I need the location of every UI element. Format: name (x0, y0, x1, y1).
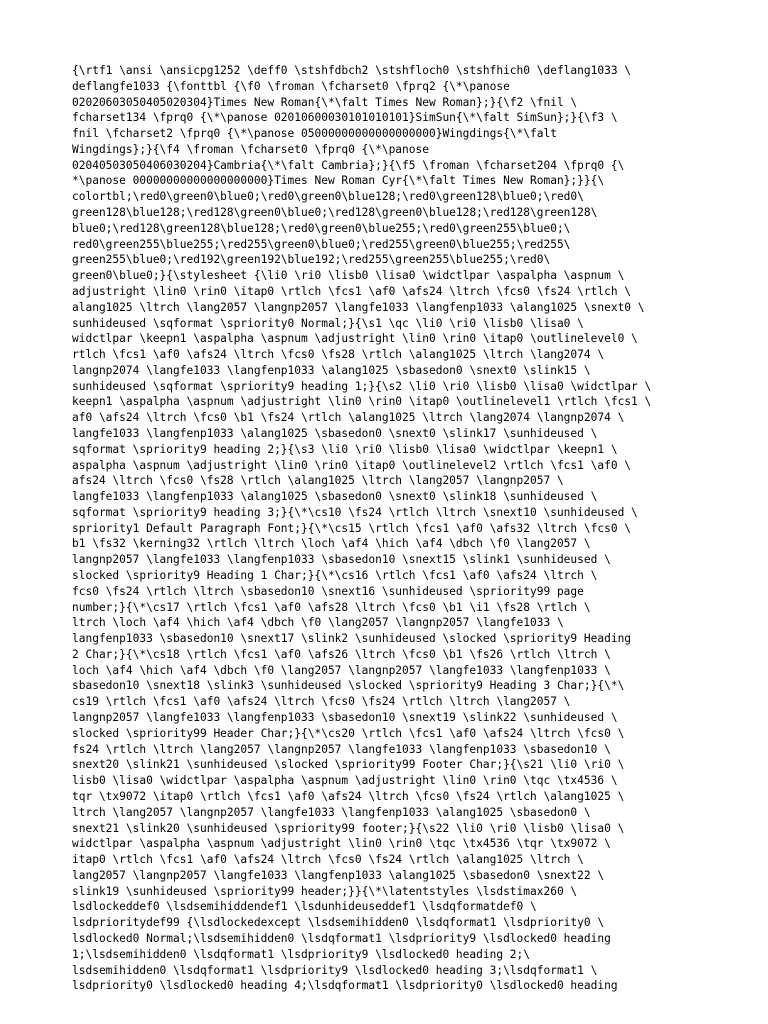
text-line: langfe1033 \langfenp1033 \alang1025 \sbasedon0 \snext0 \slink18 \sunhideused \ (72, 490, 598, 504)
rtf-source-text (72, 63, 702, 994)
text-line: fcharset134 \fprq0 {\*\panose 02010600030101010101}SimSun{\*\falt SimSun};}{\f3 \ (72, 111, 618, 125)
text-line: lsdprioritydef99 {\lsdlockedexcept \lsdsemihidden0 \lsdqformat1 \lsdpriority0 \ (72, 916, 605, 930)
text-line: af0 \afs24 \ltrch \fcs0 \b1 \fs24 \rtlch \alang1025 \ltrch \lang2074 \langnp2074 \ (72, 411, 625, 425)
text-line: lsdlocked0 Normal;\lsdsemihidden0 \lsdqformat1 \lsdpriority9 \lsdlocked0 heading (72, 931, 611, 945)
text-line: number;}{\*\cs17 \rtlch \fcs1 \af0 \afs28 \ltrch \fcs0 \b1 \i1 \fs28 \rtlch \ (72, 600, 591, 614)
text-line: aspalpha \aspnum \adjustright \lin0 \rin0 \itap0 \outlinelevel2 \rtlch \fcs1 \af0 \ (72, 458, 632, 472)
text-line: red0\green255\blue255;\red255\green0\blue0;\red255\green0\blue255;\red255\ (72, 237, 571, 251)
text-line: deflangfe1033 {\fonttbl {\f0 \froman \fcharset0 \fprq2 {\*\panose (72, 79, 510, 93)
text-line: keepn1 \aspalpha \aspnum \adjustright \lin0 \rin0 \itap0 \outlinelevel1 \rtlch \fcs1 \ (72, 395, 652, 409)
text-line: langnp2057 \langfe1033 \langfenp1033 \sbasedon10 \snext15 \slink1 \sunhideused \ (72, 553, 611, 567)
text-line: loch \af4 \hich \af4 \dbch \f0 \lang2057 \langnp2057 \langfe1033 \langfenp1033 \ (72, 663, 611, 677)
text-line: snext20 \slink21 \sunhideused \slocked \spriority99 Footer Char;}{\s21 \li0 \ri0 \ (72, 758, 625, 772)
text-line: langnp2074 \langfe1033 \langfenp1033 \alang1025 \sbasedon0 \snext0 \slink15 \ (72, 363, 591, 377)
text-line: green0\blue0;}{\stylesheet {\li0 \ri0 \lisb0 \lisa0 \widctlpar \aspalpha \aspnum \ (72, 269, 625, 283)
text-line: slocked \spriority99 Header Char;}{\*\cs20 \rtlch \fcs1 \af0 \afs24 \ltrch \fcs0 \ (72, 726, 625, 740)
text-line: colortbl;\red0\green0\blue0;\red0\green0\blue128;\red0\green128\blue0;\red0\ (72, 190, 584, 204)
text-line: 02020603050405020304}Times New Roman{\*\falt Times New Roman};}{\f2 \fnil \ (72, 95, 578, 109)
text-line: ltrch \loch \af4 \hich \af4 \dbch \f0 \lang2057 \langnp2057 \langfe1033 \ (72, 616, 564, 630)
text-line: alang1025 \ltrch \lang2057 \langnp2057 \langfe1033 \langfenp1033 \alang1025 \snext0 \ (72, 300, 645, 314)
text-line: adjustright \lin0 \rin0 \itap0 \rtlch \fcs1 \af0 \afs24 \ltrch \fcs0 \fs24 \rtlch \ (72, 284, 632, 298)
text-line: widctlpar \keepn1 \aspalpha \aspnum \adjustright \lin0 \rin0 \itap0 \outlinelevel0 \ (72, 332, 638, 346)
text-line: 02040503050406030204}Cambria{\*\falt Cambria};}{\f5 \froman \fcharset204 \fprq0 {\ (72, 158, 625, 172)
text-line: lsdsemihidden0 \lsdqformat1 \lsdpriority9 \lsdlocked0 heading 3;\lsdqformat1 \ (72, 963, 598, 977)
text-line: green128\blue128;\red128\green0\blue0;\red128\green0\blue128;\red128\green128\ (72, 206, 598, 220)
text-line: slocked \spriority9 Heading 1 Char;}{\*\cs16 \rtlch \fcs1 \af0 \afs24 \ltrch \ (72, 569, 598, 582)
text-line: rtlch \fcs1 \af0 \afs24 \ltrch \fcs0 \fs28 \rtlch \alang1025 \ltrch \lang2074 \ (72, 348, 605, 362)
text-line: snext21 \slink20 \sunhideused \spriority99 footer;}{\s22 \li0 \ri0 \lisb0 \lisa0 \ (72, 821, 625, 835)
text-line: fs24 \rtlch \ltrch \lang2057 \langnp2057 \langfe1033 \langfenp1033 \sbasedon10 \ (72, 742, 611, 756)
text-line: lang2057 \langnp2057 \langfe1033 \langfenp1033 \alang1025 \sbasedon0 \snext22 \ (72, 868, 605, 882)
text-line: lsdlockeddef0 \lsdsemihiddendef1 \lsdunhideuseddef1 \lsdqformatdef0 \ (72, 900, 537, 914)
text-line: itap0 \rtlch \fcs1 \af0 \afs24 \ltrch \fcs0 \fs24 \rtlch \alang1025 \ltrch \ (72, 853, 584, 867)
text-line: fcs0 \fs24 \rtlch \ltrch \sbasedon10 \snext16 \sunhideused \spriority99 page (72, 584, 584, 598)
text-line: blue0;\red128\green128\blue128;\red0\green0\blue255;\red0\green255\blue0;\ (72, 221, 571, 235)
text-line: langfe1033 \langfenp1033 \alang1025 \sbasedon0 \snext0 \slink17 \sunhideused \ (72, 426, 598, 440)
text-line: ltrch \lang2057 \langnp2057 \langfe1033 \langfenp1033 \alang1025 \sbasedon0 \ (72, 805, 591, 819)
text-line: sqformat \spriority9 heading 2;}{\s3 \li0 \ri0 \lisb0 \lisa0 \widctlpar \keepn1 \ (72, 442, 618, 456)
text-line: widctlpar \aspalpha \aspnum \adjustright \lin0 \rin0 \tqc \tx4536 \tqr \tx9072 \ (72, 837, 611, 851)
text-line: Wingdings};}{\f4 \froman \fcharset0 \fprq0 {\*\panose (72, 142, 429, 156)
text-line: afs24 \ltrch \fcs0 \fs28 \rtlch \alang1025 \ltrch \lang2057 \langnp2057 \ (72, 474, 564, 488)
text-line: sqformat \spriority9 heading 3;}{\*\cs10 \fs24 \rtlch \ltrch \snext10 \sunhideused \ (72, 505, 638, 519)
text-line: tqr \tx9072 \itap0 \rtlch \fcs1 \af0 \afs24 \ltrch \fcs0 \fs24 \rtlch \alang1025 \ (72, 789, 625, 803)
text-line: langfenp1033 \sbasedon10 \snext17 \slink2 \sunhideused \slocked \spriority9 Heading (72, 632, 632, 646)
text-line: 2 Char;}{\*\cs18 \rtlch \fcs1 \af0 \afs26 \ltrch \fcs0 \b1 \fs26 \rtlch \ltrch \ (72, 647, 611, 661)
text-line: fnil \fcharset2 \fprq0 {\*\panose 05000000000000000000}Wingdings{\*\falt (72, 127, 557, 141)
text-line: cs19 \rtlch \fcs1 \af0 \afs24 \ltrch \fcs0 \fs24 \rtlch \ltrch \lang2057 \ (72, 695, 571, 709)
text-line: *\panose 00000000000000000000}Times New Roman Cyr{\*\falt Times New Roman};}}{\ (72, 174, 605, 188)
text-line: langnp2057 \langfe1033 \langfenp1033 \sbasedon10 \snext19 \slink22 \sunhideused \ (72, 711, 618, 725)
text-line: sbasedon10 \snext18 \slink3 \sunhideused \slocked \spriority9 Heading 3 Char;}{\*\ (72, 679, 625, 693)
text-line: 1;\lsdsemihidden0 \lsdqformat1 \lsdpriority9 \lsdlocked0 heading 2;\ (72, 947, 531, 961)
text-line: sunhideused \sqformat \spriority9 heading 1;}{\s2 \li0 \ri0 \lisb0 \lisa0 \widctlpar \ (72, 379, 652, 393)
text-line: spriority1 Default Paragraph Font;}{\*\cs15 \rtlch \fcs1 \af0 \afs32 \ltrch \fcs0 \ (72, 521, 632, 535)
text-line: {\rtf1 \ansi \ansicpg1252 \deff0 \stshfdbch2 \stshfloch0 \stshfhich0 \deflang1033 \ (72, 64, 632, 77)
text-line: lisb0 \lisa0 \widctlpar \aspalpha \aspnum \adjustright \lin0 \rin0 \tqc \tx4536 \ (72, 774, 618, 788)
text-line: slink19 \sunhideused \spriority99 header;}}{\*\latentstyles \lsdstimax260 \ (72, 884, 578, 898)
text-line: green255\blue0;\red192\green192\blue192;\red255\green255\blue255;\red0\ (72, 253, 551, 267)
text-line: b1 \fs32 \kerning32 \rtlch \ltrch \loch \af4 \hich \af4 \dbch \f0 \lang2057 \ (72, 537, 591, 551)
text-line: lsdpriority0 \lsdlocked0 heading 4;\lsdqformat1 \lsdpriority0 \lsdlocked0 heading (72, 979, 618, 993)
text-line: sunhideused \sqformat \spriority0 Normal;}{\s1 \qc \li0 \ri0 \lisb0 \lisa0 \ (72, 316, 584, 330)
